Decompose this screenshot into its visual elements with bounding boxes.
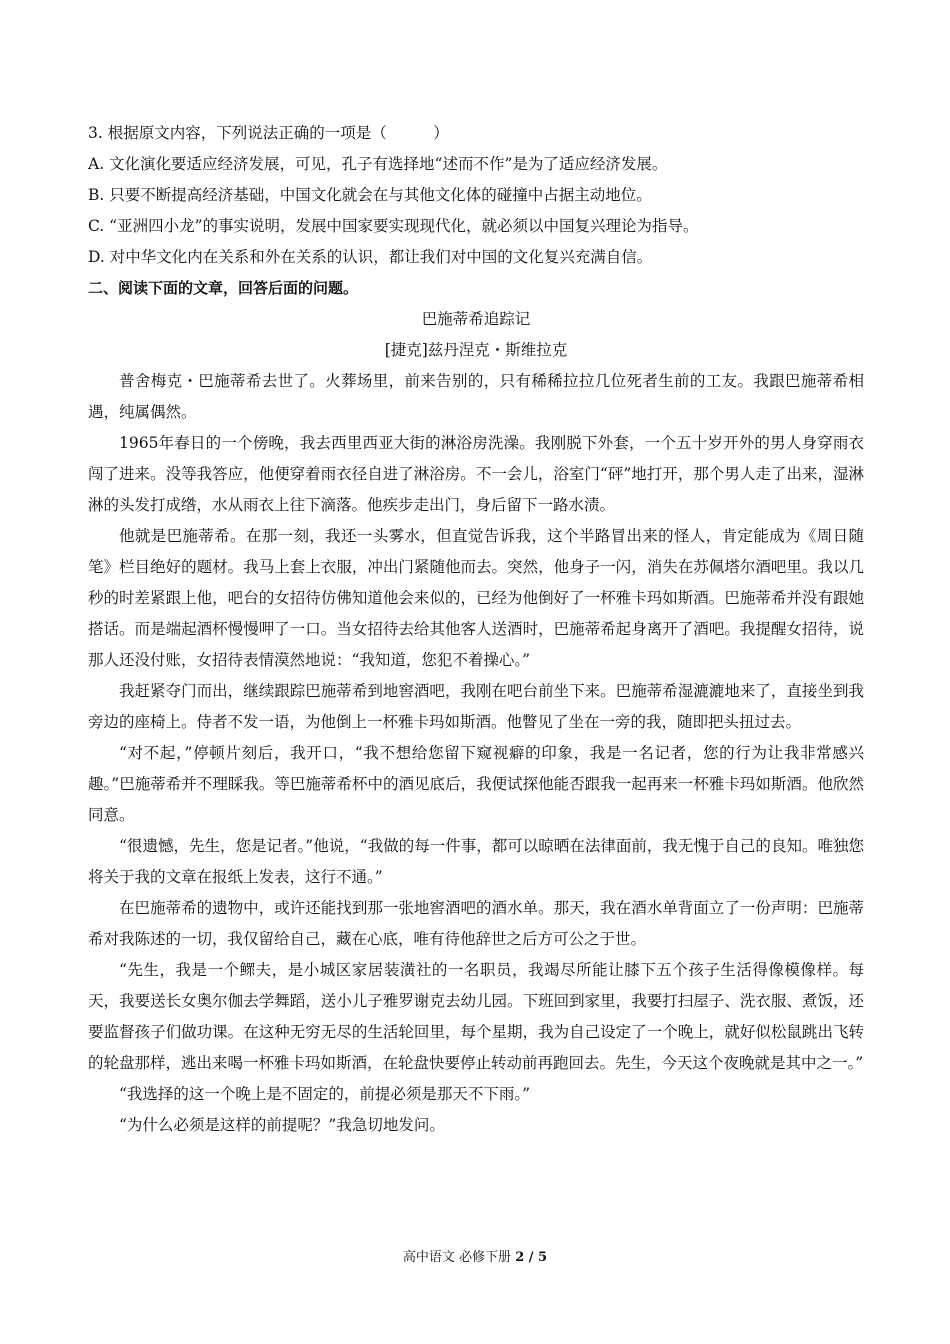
option-b: B. 只要不断提高经济基础，中国文化就会在与其他文化体的碰撞中占据主动地位。: [88, 186, 652, 204]
article-paragraph: “我选择的这一个晚上是不固定的，前提必须是那天不下雨。”: [119, 1085, 531, 1103]
option-d: D. 对中华文化内在关系和外在关系的认识，都让我们对中国的文化复兴充满自信。: [88, 248, 653, 266]
article-paragraph: 我赶紧夺门而出，继续跟踪巴施蒂希到地窖酒吧，我刚在吧台前坐下来。巴施蒂希湿漉漉地来了，直接坐到我旁边的座椅上。侍者不发一语，为他倒上一杯雅卡玛如斯酒。他瞥见了坐在一旁的我，随即把头扭过去。: [88, 682, 864, 731]
article-paragraph: “先生，我是一个鳏夫，是小城区家居装潢社的一名职员，我竭尽所能让膝下五个孩子生活得像模像样。每天，我要送长女奥尔伽去学舞蹈，送小儿子雅罗谢克去幼儿园。下班回到家里，我要打扫屋子、洗衣服、煮饭，还要监督孩子们做功课。在这种无穷无尽的生活轮回里，每个星期，我为自己设定了一个晚上，就好似松鼠跳出飞转的轮盘那样，逃出来喝一杯雅卡玛如斯酒，在轮盘快要停止转动前再跑回去。先生，今天这个夜晚就是其中之一。”: [88, 961, 864, 1072]
article-author: [捷克]兹丹涅克・斯维拉克: [384, 341, 568, 359]
option-a: A. 文化演化要适应经济发展，可见，孔子有选择地“述而不作”是为了适应经济发展。: [88, 155, 668, 173]
article-paragraph: “为什么必须是这样的前提呢？”我急切地发问。: [119, 1116, 445, 1134]
document-page: [88, 118, 864, 1141]
article-paragraph: 在巴施蒂希的遗物中，或许还能找到那一张地窖酒吧的酒水单。那天，我在酒水单背面立了一份声明：巴施蒂希对我陈述的一切，我仅留给自己，藏在心底，唯有待他辞世之后方可公之于世。: [88, 899, 864, 948]
section-2-heading: 二、阅读下面的文章，回答后面的问题。: [88, 279, 359, 297]
article-title: 巴施蒂希追踪记: [421, 310, 531, 328]
article-paragraph: “很遗憾，先生，您是记者。”他说，“我做的每一件事，都可以晾晒在法律面前，我无愧于自己的良知。唯独您将关于我的文章在报纸上发表，这行不通。”: [88, 837, 864, 886]
article-paragraph: 1965年春日的一个傍晚，我去西里西亚大街的淋浴房洗澡。我刚脱下外套，一个五十岁开外的男人身穿雨衣闯了进来。没等我答应，他便穿着雨衣径自进了淋浴房。不一会儿，浴室门“砰”地打开，那个男人走了出来，湿淋淋的头发打成绺，水从雨衣上往下滴落。他疾步走出门，身后留下一路水渍。: [88, 434, 864, 514]
article-paragraph: 他就是巴施蒂希。在那一刻，我还一头雾水，但直觉告诉我，这个半路冒出来的怪人，肯定能成为《周日随笔》栏目绝好的题材。我马上套上衣服，冲出门紧随他而去。突然，他身子一闪，消失在苏佩塔尔酒吧里。我以几秒的时差紧跟上他，吧台的女招待仿佛知道他会来似的，已经为他倒好了一杯雅卡玛如斯酒。巴施蒂希并没有跟她搭话。而是端起酒杯慢慢呷了一口。当女招待去给其他客人送酒时，巴施蒂希起身离开了酒吧。我提醒女招待，说那人还没付账，女招待表情漠然地说：“我知道，您犯不着操心。”: [88, 527, 864, 669]
page-footer: [0, 1248, 950, 1268]
option-c: C. “亚洲四小龙”的事实说明，发展中国家要实现现代化，就必须以中国复兴理论为指导。: [88, 217, 699, 235]
article-paragraph: “对不起，”停顿片刻后，我开口，“我不想给您留下窥视癖的印象，我是一名记者，您的行为让我非常感兴趣。”巴施蒂希并不理睬我。等巴施蒂希杯中的酒见底后，我便试探他能否跟我一起再来一杯雅卡玛如斯酒。他欣然同意。: [88, 744, 864, 824]
footer-page-number: 2 / 5: [515, 1250, 548, 1265]
article-paragraph: 普舍梅克・巴施蒂希去世了。火葬场里，前来告别的，只有稀稀拉拉几位死者生前的工友。我跟巴施蒂希相遇，纯属偶然。: [88, 372, 864, 421]
footer-course: 高中语文 必修下册: [402, 1250, 512, 1265]
question-3-stem: 3. 根据原文内容，下列说法正确的一项是（ ）: [88, 124, 449, 142]
